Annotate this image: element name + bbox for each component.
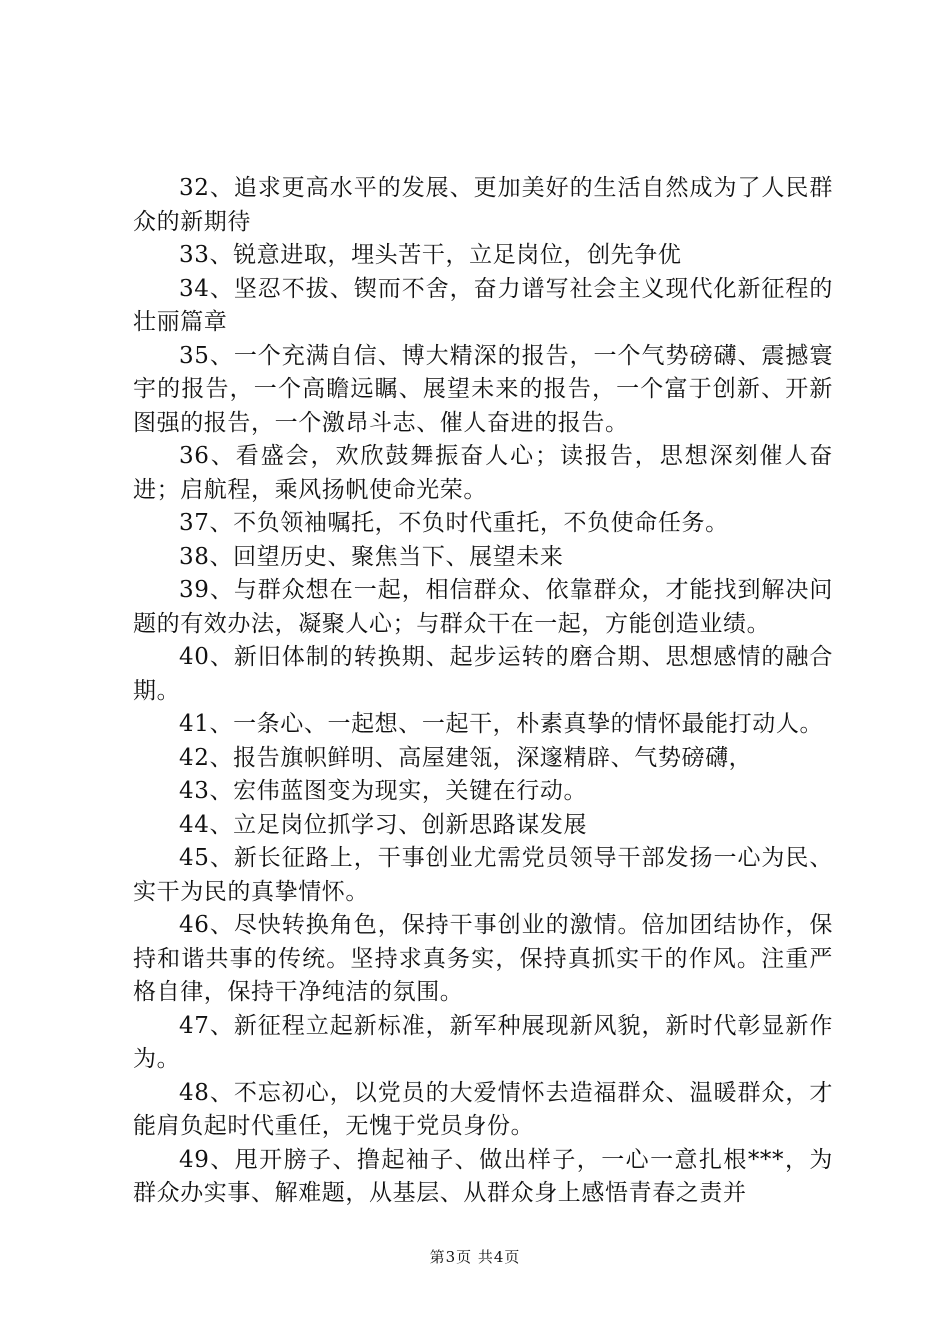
paragraph-36: 36、看盛会，欢欣鼓舞振奋人心；读报告，思想深刻催人奋进；启航程，乘风扬帆使命光荣。 (133, 443, 833, 503)
paragraph-41: 41、一条心、一起想、一起干，朴素真挚的情怀最能打动人。 (179, 711, 824, 737)
paragraph-32: 32、追求更高水平的发展、更加美好的生活自然成为了人民群众的新期待 (133, 175, 833, 235)
paragraph-34: 34、坚忍不拔、锲而不舍，奋力谱写社会主义现代化新征程的壮丽篇章 (133, 275, 833, 335)
paragraph-43: 43、宏伟蓝图变为现实，关键在行动。 (179, 778, 588, 804)
paragraph-44: 44、立足岗位抓学习、创新思路谋发展 (179, 811, 588, 838)
paragraph-35: 35、一个充满自信、博大精深的报告，一个气势磅礴、震撼寰宇的报告，一个高瞻远瞩、展望未来的报告，一个富于创新、开新图强的报告，一个激昂斗志、催人奋进的报告。 (133, 342, 833, 436)
paragraph-45: 45、新长征路上，干事创业尤需党员领导干部发扬一心为民、实干为民的真挚情怀。 (133, 845, 833, 905)
paragraph-40: 40、新旧体制的转换期、起步运转的磨合期、思想感情的融合期。 (133, 644, 833, 704)
paragraph-46: 46、尽快转换角色，保持干事创业的激情。倍加团结协作，保持和谐共事的传统。坚持求真务实，保持真抓实干的作风。注重严格自律，保持干净纯洁的氛围。 (133, 912, 833, 1005)
document-body (133, 172, 833, 1211)
paragraph-48: 48、不忘初心，以党员的大爱情怀去造福群众、温暖群众，才能肩负起时代重任，无愧于党员身份。 (133, 1079, 833, 1139)
paragraph-39: 39、与群众想在一起，相信群众、依靠群众，才能找到解决问题的有效办法，凝聚人心；与群众干在一起，方能创造业绩。 (133, 577, 833, 637)
page-number-footer: 第3页 共4页 (429, 1248, 521, 1266)
paragraph-47: 47、新征程立起新标准，新军种展现新风貌，新时代彰显新作为。 (133, 1012, 833, 1072)
paragraph-42: 42、报告旗帜鲜明、高屋建瓴，深邃精辟、气势磅礴， (179, 744, 753, 771)
paragraph-33: 33、锐意进取，埋头苦干，立足岗位，创先争优 (179, 242, 682, 268)
paragraph-38: 38、回望历史、聚焦当下、展望未来 (179, 543, 564, 570)
paragraph-37: 37、不负领袖嘱托，不负时代重托，不负使命任务。 (179, 510, 729, 536)
paragraph-49: 49、甩开膀子、撸起袖子、做出样子，一心一意扎根***，为群众办实事、解难题，从基层、从群众身上感悟青春之责并 (133, 1146, 833, 1206)
